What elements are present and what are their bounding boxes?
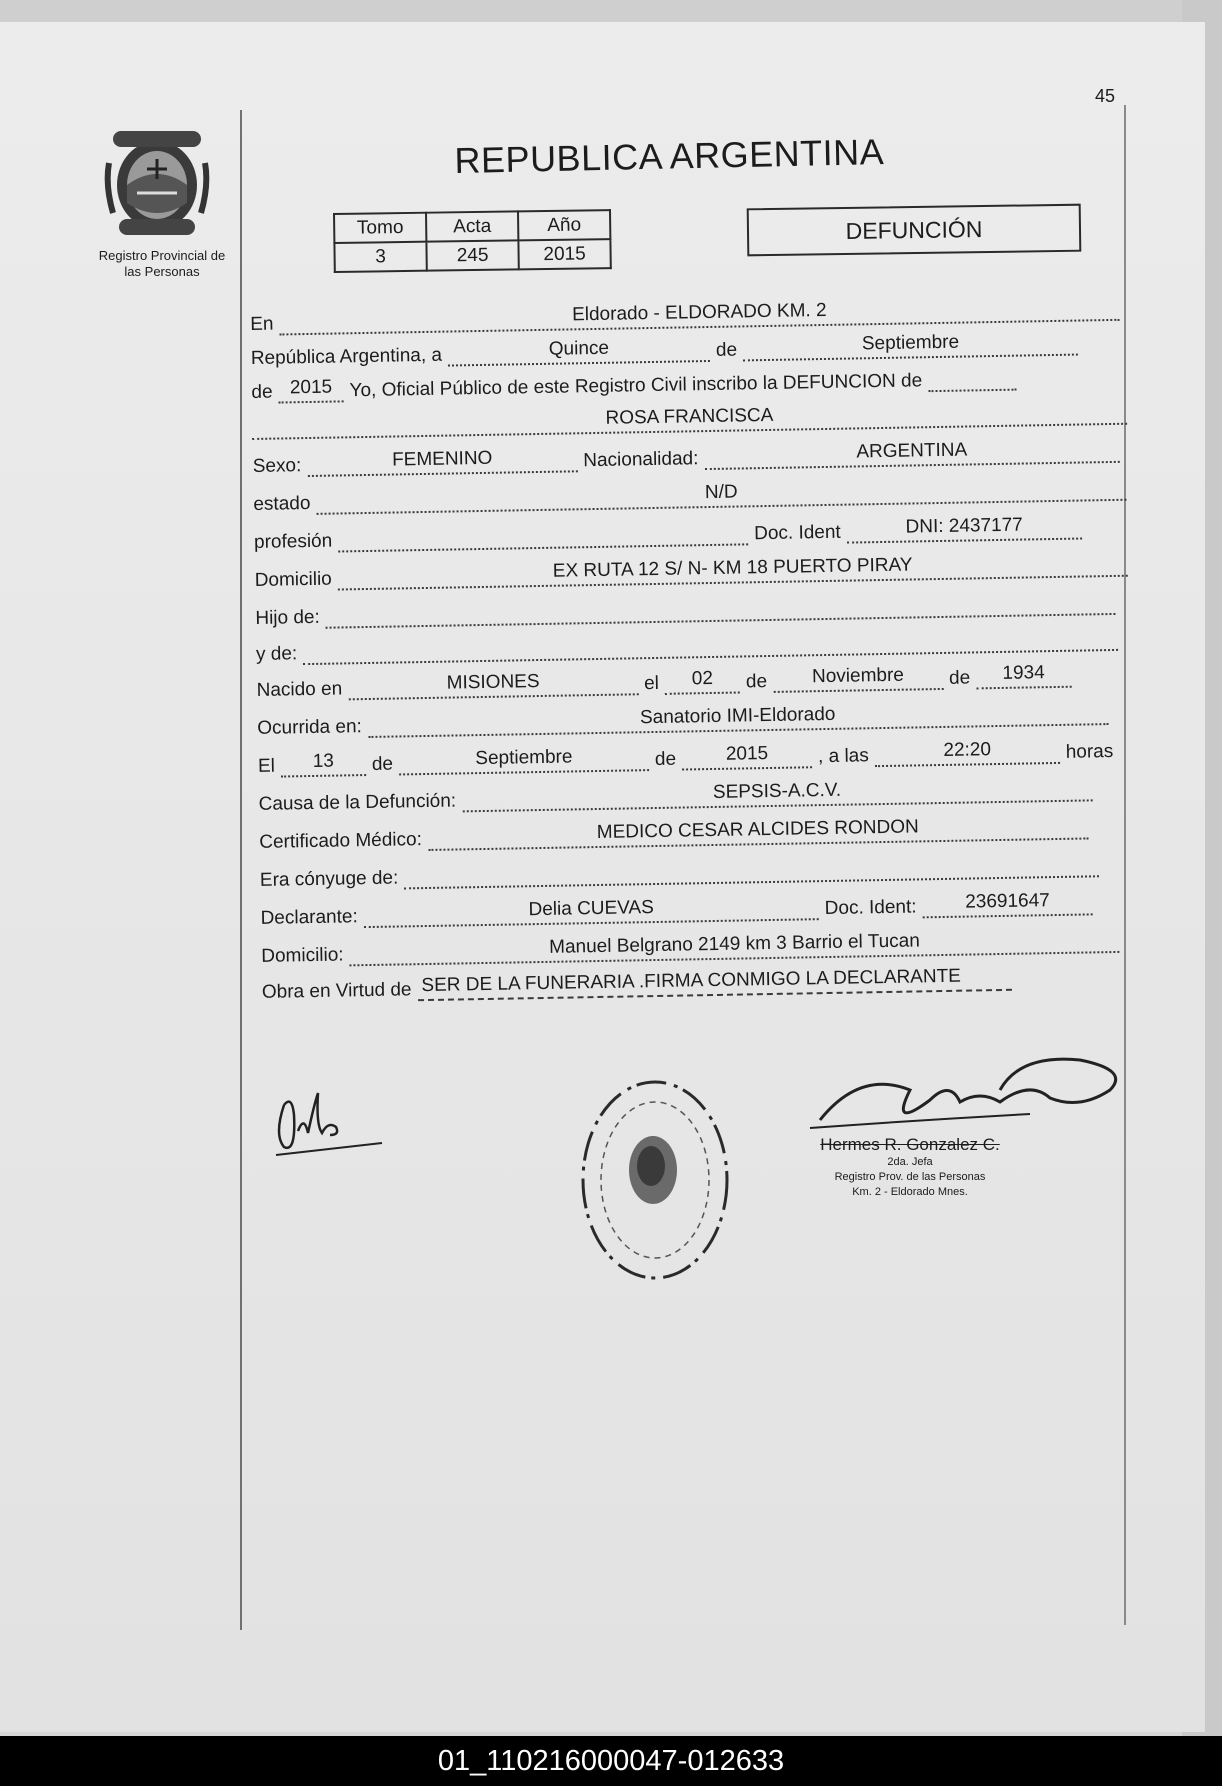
birth-place-field: MISIONES [348,669,638,700]
birth-month-field: Noviembre [773,664,943,693]
scan-top-edge [0,0,1222,22]
death-time-field: 22:20 [875,738,1060,767]
estado-field: N/D [316,475,1126,515]
official-seal [565,1070,745,1290]
declarante-field: Delia CUEVAS [364,894,819,928]
official-location: Km. 2 - Eldorado Mnes. [852,1186,968,1198]
record-table-values [334,239,610,272]
nationality-field: ARGENTINA [704,437,1119,470]
month-field: Septiembre [743,330,1078,362]
value-ano: 2015 [518,239,610,269]
row-date: República Argentina, a Quince de Septiembre [251,329,1085,370]
row-profesion: profesión Doc. Ident DNI: 2437177 [254,513,1088,554]
row-decl-domicilio: Domicilio: Manuel Belgrano 2149 km 3 Barrio el Tucan [261,927,1126,968]
record-table [333,209,612,273]
row-domicilio: Domicilio EX RUTA 12 S/ N- KM 18 PUERTO PIRAY [254,551,1133,592]
value-tomo: 3 [334,242,426,272]
row-year: de 2015 Yo, Oficial Público de este Registro Civil inscribo la DEFUNCION de [251,365,1022,404]
row-conyuge: Era cónyuge de: [260,851,1106,892]
birth-year-field: 1934 [976,662,1071,690]
row-birth: Nacido en MISIONES el 02 de Noviembre de 1934 [256,662,1077,702]
death-day-field: 13 [281,750,366,777]
profesion-field [338,519,748,552]
yde-field [303,625,1118,665]
row-yde: y de: [256,625,1125,666]
row-sex: Sexo: FEMENINO Nacionalidad: ARGENTINA [252,437,1125,478]
official-office: Registro Prov. de las Personas [834,1171,986,1183]
domicilio-field: EX RUTA 12 S/ N- KM 18 PUERTO PIRAY [338,551,1128,591]
page-title: REPUBLICA ARGENTINA [454,131,885,182]
sex-field: FEMENINO [307,446,577,477]
death-year-field: 2015 [682,742,812,770]
row-causa: Causa de la Defunción: SEPSIS-A.C.V. [258,775,1098,816]
row-place: En Eldorado - ELDORADO KM. 2 [250,295,1126,336]
place-field: Eldorado - ELDORADO KM. 2 [279,295,1119,336]
official-role: 2da. Jefa [887,1156,933,1168]
scan-footer-id: 01_110216000047-012633 [0,1736,1222,1786]
birth-day-field: 02 [665,668,740,695]
row-name [252,399,1133,440]
official-signature [800,1050,1130,1140]
row-ocurrida: Ocurrida en: Sanatorio IMI-Eldorado [257,699,1114,740]
certificado-field: MEDICO CESAR ALCIDES RONDON [428,813,1088,851]
header-ano: Año [518,210,610,240]
row-certificado: Certificado Médico: MEDICO CESAR ALCIDES RONDON [259,813,1094,854]
doc-ident-field: DNI: 2437177 [846,514,1081,544]
obra-field: SER DE LA FUNERARIA .FIRMA CONMIGO LA DECLARANTE [417,965,1011,1001]
death-record-form [250,294,1153,1049]
causa-field: SEPSIS-A.C.V. [462,775,1092,812]
declarante-doc-field: 23691647 [922,889,1092,918]
registry-label: Registro Provincial de las Personas [98,248,226,279]
death-month-field: Septiembre [399,745,649,775]
header-tomo: Tomo [334,213,426,243]
declarant-signature [270,1075,390,1165]
provincial-crest-icon [103,123,211,239]
decl-domicilio-field: Manuel Belgrano 2149 km 3 Barrio el Tucan [349,927,1119,966]
inscribo-tail-field [928,365,1016,393]
official-name: Hermes R. Gonzalez C. [820,1135,1000,1154]
deceased-name-field: ROSA FRANCISCA [252,399,1127,440]
day-field: Quince [448,336,710,367]
margin-line-left [240,110,242,1630]
row-estado: estado N/D [253,475,1132,516]
page-number: 45 [1095,86,1116,106]
year-field: 2015 [278,376,343,403]
header-acta: Acta [426,211,518,241]
record-table-header [334,210,610,243]
value-acta: 245 [426,240,518,270]
row-declarante: Declarante: Delia CUEVAS Doc. Ident: 23691647 [260,889,1098,930]
row-obra: Obra en Virtud de SER DE LA FUNERARIA .FIRMA CONMIGO LA DECLARANTE [262,965,1018,1004]
row-hijo: Hijo de: [255,589,1122,630]
ocurrida-field: Sanatorio IMI-Eldorado [368,699,1108,738]
conyuge-field [404,851,1099,889]
record-type-box: DEFUNCIÓN [747,204,1082,257]
official-stamp [800,1135,1020,1200]
hijo-field [326,589,1116,629]
row-death-date: El 13 de Septiembre de 2015 , a las 22:20 horas [257,739,1114,777]
